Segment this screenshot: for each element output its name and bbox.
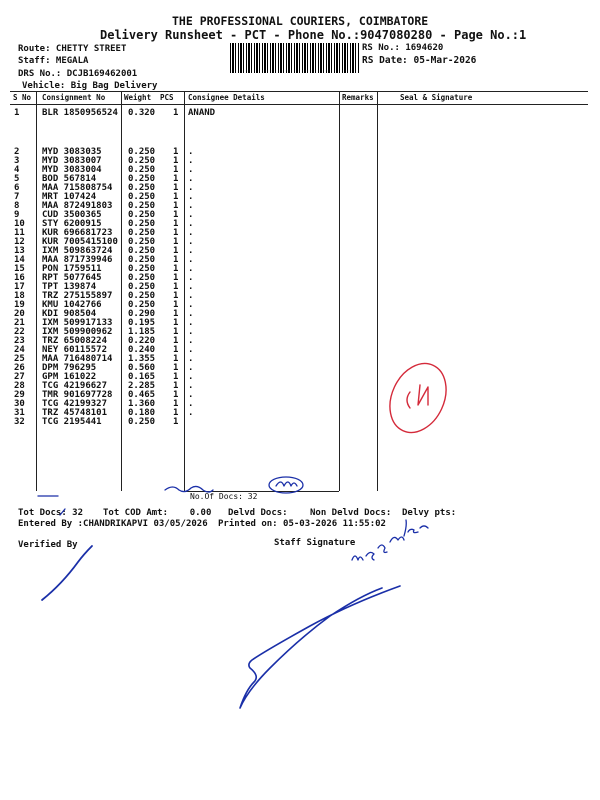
row-weight: 1.185 — [128, 327, 156, 337]
row-consignment-no: CUD 3500365 — [42, 210, 102, 220]
row-consignee-details: . — [188, 165, 194, 175]
row-pcs: 1 — [173, 399, 179, 409]
row-consignee-details: . — [188, 318, 194, 328]
row-pcs: 1 — [173, 219, 179, 229]
row-sno: 13 — [14, 246, 25, 256]
staff-signature-label: Staff Signature — [274, 538, 356, 548]
row-consignment-no: MYD 3083004 — [42, 165, 102, 175]
row-sno: 32 — [14, 417, 25, 427]
row-sno: 14 — [14, 255, 25, 265]
row-sno: 2 — [14, 147, 20, 157]
row-pcs: 1 — [173, 336, 179, 346]
row-weight: 1.360 — [128, 399, 156, 409]
row-consignee-details: . — [188, 300, 194, 310]
row-sno: 31 — [14, 408, 25, 418]
row-pcs: 1 — [173, 108, 179, 118]
row-pcs: 1 — [173, 264, 179, 274]
row-consignee-details: . — [188, 255, 194, 265]
col-seal-signature: Seal & Signature — [400, 93, 473, 102]
row-weight: 0.250 — [128, 174, 156, 184]
row-consignee-details: . — [188, 201, 194, 211]
row-consignee-details: . — [188, 192, 194, 202]
row-pcs: 1 — [173, 156, 179, 166]
row-sno: 6 — [14, 183, 20, 193]
row-consignment-no: TPT 139874 — [42, 282, 97, 292]
row-weight: 0.220 — [128, 336, 156, 346]
row-consignee-details: . — [188, 381, 194, 391]
row-consignment-no: RPT 5077645 — [42, 273, 102, 283]
row-consignment-no: MAA 716480714 — [42, 354, 113, 364]
row-sno: 9 — [14, 210, 20, 220]
row-consignee-details: . — [188, 327, 194, 337]
row-consignee-details: . — [188, 336, 194, 346]
delvd-docs: Delvd Docs: — [228, 508, 288, 518]
row-weight: 0.250 — [128, 273, 156, 283]
row-consignment-no: MYD 3083007 — [42, 156, 102, 166]
row-sno: 16 — [14, 273, 25, 283]
row-sno: 25 — [14, 354, 25, 364]
row-consignment-no: TRZ 65008224 — [42, 336, 108, 346]
row-weight: 0.180 — [128, 408, 156, 418]
row-consignee-details: . — [188, 183, 194, 193]
row-consignee-details: . — [188, 282, 194, 292]
entered-by: Entered By :CHANDRIKAPVI 03/05/2026 — [18, 519, 208, 529]
row-consignee-details: ANAND — [188, 108, 216, 118]
tot-cod-amt: Tot COD Amt: 0.00 — [103, 508, 212, 518]
row-consignment-no: STY 6200915 — [42, 219, 102, 229]
row-weight: 0.250 — [128, 201, 156, 211]
row-pcs: 1 — [173, 192, 179, 202]
row-pcs: 1 — [173, 390, 179, 400]
tot-docs: Tot Docs: 32 — [18, 508, 84, 518]
col-sno: S No — [13, 93, 32, 102]
row-weight: 0.250 — [128, 165, 156, 175]
row-weight: 0.290 — [128, 309, 156, 319]
row-consignee-details: . — [188, 408, 194, 418]
row-sno: 11 — [14, 228, 25, 238]
row-weight: 0.250 — [128, 237, 156, 247]
row-consignment-no: TCG 42199327 — [42, 399, 108, 409]
vehicle-label: Vehicle: Big Bag Delivery — [22, 81, 158, 91]
row-sno: 20 — [14, 309, 25, 319]
row-consignee-details: . — [188, 345, 194, 355]
row-pcs: 1 — [173, 381, 179, 391]
row-pcs: 1 — [173, 237, 179, 247]
row-consignee-details: . — [188, 210, 194, 220]
row-consignee-details: . — [188, 147, 194, 157]
row-sno: 22 — [14, 327, 25, 337]
row-consignment-no: DPM 796295 — [42, 363, 97, 373]
row-consignee-details: . — [188, 291, 194, 301]
row-sno: 18 — [14, 291, 25, 301]
row-weight: 0.165 — [128, 372, 156, 382]
row-weight: 0.250 — [128, 183, 156, 193]
red-stamp-mark — [379, 354, 457, 441]
row-pcs: 1 — [173, 273, 179, 283]
row-weight: 2.285 — [128, 381, 156, 391]
runsheet-title: Delivery Runsheet - PCT - Phone No.:9047080280 - Page No.:1 — [100, 28, 527, 42]
row-weight: 0.465 — [128, 390, 156, 400]
row-sno: 10 — [14, 219, 25, 229]
row-sno: 3 — [14, 156, 20, 166]
row-consignment-no: BOD 567814 — [42, 174, 97, 184]
row-pcs: 1 — [173, 300, 179, 310]
row-pcs: 1 — [173, 174, 179, 184]
row-pcs: 1 — [173, 417, 179, 427]
row-pcs: 1 — [173, 372, 179, 382]
rs-number: RS No.: 1694620 — [362, 43, 444, 53]
row-consignee-details: . — [188, 354, 194, 364]
row-consignment-no: MYD 3083035 — [42, 147, 102, 157]
row-consignee-details: . — [188, 399, 194, 409]
row-consignment-no: NEY 60115572 — [42, 345, 108, 355]
row-sno: 5 — [14, 174, 20, 184]
row-sno: 26 — [14, 363, 25, 373]
printed-on: Printed on: 05-03-2026 11:55:02 — [218, 519, 386, 529]
row-consignment-no: TCG 2195441 — [42, 417, 102, 427]
row-pcs: 1 — [173, 354, 179, 364]
row-weight: 0.250 — [128, 228, 156, 238]
row-sno: 8 — [14, 201, 20, 211]
row-weight: 0.250 — [128, 291, 156, 301]
row-consignment-no: MAA 871739946 — [42, 255, 113, 265]
col-consignee: Consignee Details — [188, 93, 265, 102]
row-consignee-details: . — [188, 363, 194, 373]
row-sno: 12 — [14, 237, 25, 247]
row-weight: 0.250 — [128, 156, 156, 166]
row-weight: 0.240 — [128, 345, 156, 355]
row-weight: 0.560 — [128, 363, 156, 373]
row-weight: 0.250 — [128, 300, 156, 310]
row-consignee-details: . — [188, 372, 194, 382]
row-pcs: 1 — [173, 165, 179, 175]
row-weight: 0.250 — [128, 417, 156, 427]
row-pcs: 1 — [173, 255, 179, 265]
non-delvd-docs: Non Delvd Docs: — [310, 508, 392, 518]
row-weight: 0.250 — [128, 210, 156, 220]
row-sno: 21 — [14, 318, 25, 328]
row-pcs: 1 — [173, 147, 179, 157]
row-consignee-details: . — [188, 228, 194, 238]
col-consignment: Consignment No — [42, 93, 106, 102]
row-sno: 24 — [14, 345, 25, 355]
row-consignment-no: KMU 1042766 — [42, 300, 102, 310]
row-consignee-details: . — [188, 264, 194, 274]
row-consignment-no: TRZ 45748101 — [42, 408, 108, 418]
blue-ink-marks — [38, 477, 428, 708]
col-pcs: PCS — [160, 93, 174, 102]
row-pcs: 1 — [173, 183, 179, 193]
row-consignee-details: . — [188, 237, 194, 247]
row-sno: 23 — [14, 336, 25, 346]
verified-by: Verified By — [18, 540, 78, 550]
delvy-pts: Delvy pts: — [402, 508, 457, 518]
row-consignment-no: PON 1759511 — [42, 264, 102, 274]
row-weight: 1.355 — [128, 354, 156, 364]
row-pcs: 1 — [173, 228, 179, 238]
row-pcs: 1 — [173, 318, 179, 328]
row-sno: 19 — [14, 300, 25, 310]
row-weight: 0.250 — [128, 264, 156, 274]
row-pcs: 1 — [173, 345, 179, 355]
row-pcs: 1 — [173, 282, 179, 292]
row-consignment-no: MAA 872491803 — [42, 201, 113, 211]
staff-label: Staff: MEGALA — [18, 56, 89, 66]
row-sno: 17 — [14, 282, 25, 292]
row-consignment-no: BLR 1850956524 — [42, 108, 118, 118]
row-sno: 30 — [14, 399, 25, 409]
row-pcs: 1 — [173, 408, 179, 418]
row-consignment-no: TRZ 275155897 — [42, 291, 113, 301]
rs-date: RS Date: 05-Mar-2026 — [362, 55, 477, 66]
row-weight: 0.250 — [128, 255, 156, 265]
company-name: THE PROFESSIONAL COURIERS, COIMBATORE — [172, 14, 429, 28]
drs-number: DRS No.: DCJB169462001 — [18, 69, 138, 79]
row-consignee-details: . — [188, 219, 194, 229]
row-consignment-no: IXM 509900962 — [42, 327, 113, 337]
row-consignment-no: MRT 107424 — [42, 192, 97, 202]
row-sno: 1 — [14, 108, 20, 118]
row-weight: 0.250 — [128, 282, 156, 292]
row-consignee-details: . — [188, 273, 194, 283]
row-consignment-no: KDI 908504 — [42, 309, 97, 319]
row-consignee-details: . — [188, 309, 194, 319]
row-pcs: 1 — [173, 363, 179, 373]
row-sno: 15 — [14, 264, 25, 274]
row-weight: 0.250 — [128, 192, 156, 202]
row-sno: 27 — [14, 372, 25, 382]
row-consignee-details: . — [188, 156, 194, 166]
row-sno: 29 — [14, 390, 25, 400]
row-consignment-no: KUR 7005415100 — [42, 237, 118, 247]
row-weight: 0.250 — [128, 246, 156, 256]
row-sno: 28 — [14, 381, 25, 391]
row-consignment-no: TCG 42196627 — [42, 381, 108, 391]
row-pcs: 1 — [173, 201, 179, 211]
row-pcs: 1 — [173, 309, 179, 319]
route-label: Route: CHETTY STREET — [18, 44, 127, 54]
row-consignee-details: . — [188, 174, 194, 184]
no-of-docs: No.Of Docs: 32 — [190, 492, 258, 501]
row-consignment-no: GPM 161022 — [42, 372, 97, 382]
row-consignment-no: MAA 715808754 — [42, 183, 113, 193]
row-consignee-details: . — [188, 390, 194, 400]
row-pcs: 1 — [173, 246, 179, 256]
row-pcs: 1 — [173, 291, 179, 301]
row-weight: 0.320 — [128, 108, 156, 118]
row-pcs: 1 — [173, 327, 179, 337]
row-consignment-no: KUR 696681723 — [42, 228, 113, 238]
row-weight: 0.250 — [128, 147, 156, 157]
row-consignee-details: . — [188, 246, 194, 256]
row-weight: 0.250 — [128, 219, 156, 229]
row-consignment-no: IXM 509863724 — [42, 246, 113, 256]
col-remarks: Remarks — [342, 93, 374, 102]
row-consignment-no: TMR 901697728 — [42, 390, 113, 400]
row-weight: 0.195 — [128, 318, 156, 328]
row-sno: 4 — [14, 165, 20, 175]
col-weight: Weight — [124, 93, 152, 102]
row-consignment-no: IXM 509917133 — [42, 318, 113, 328]
row-sno: 7 — [14, 192, 20, 202]
row-pcs: 1 — [173, 210, 179, 220]
